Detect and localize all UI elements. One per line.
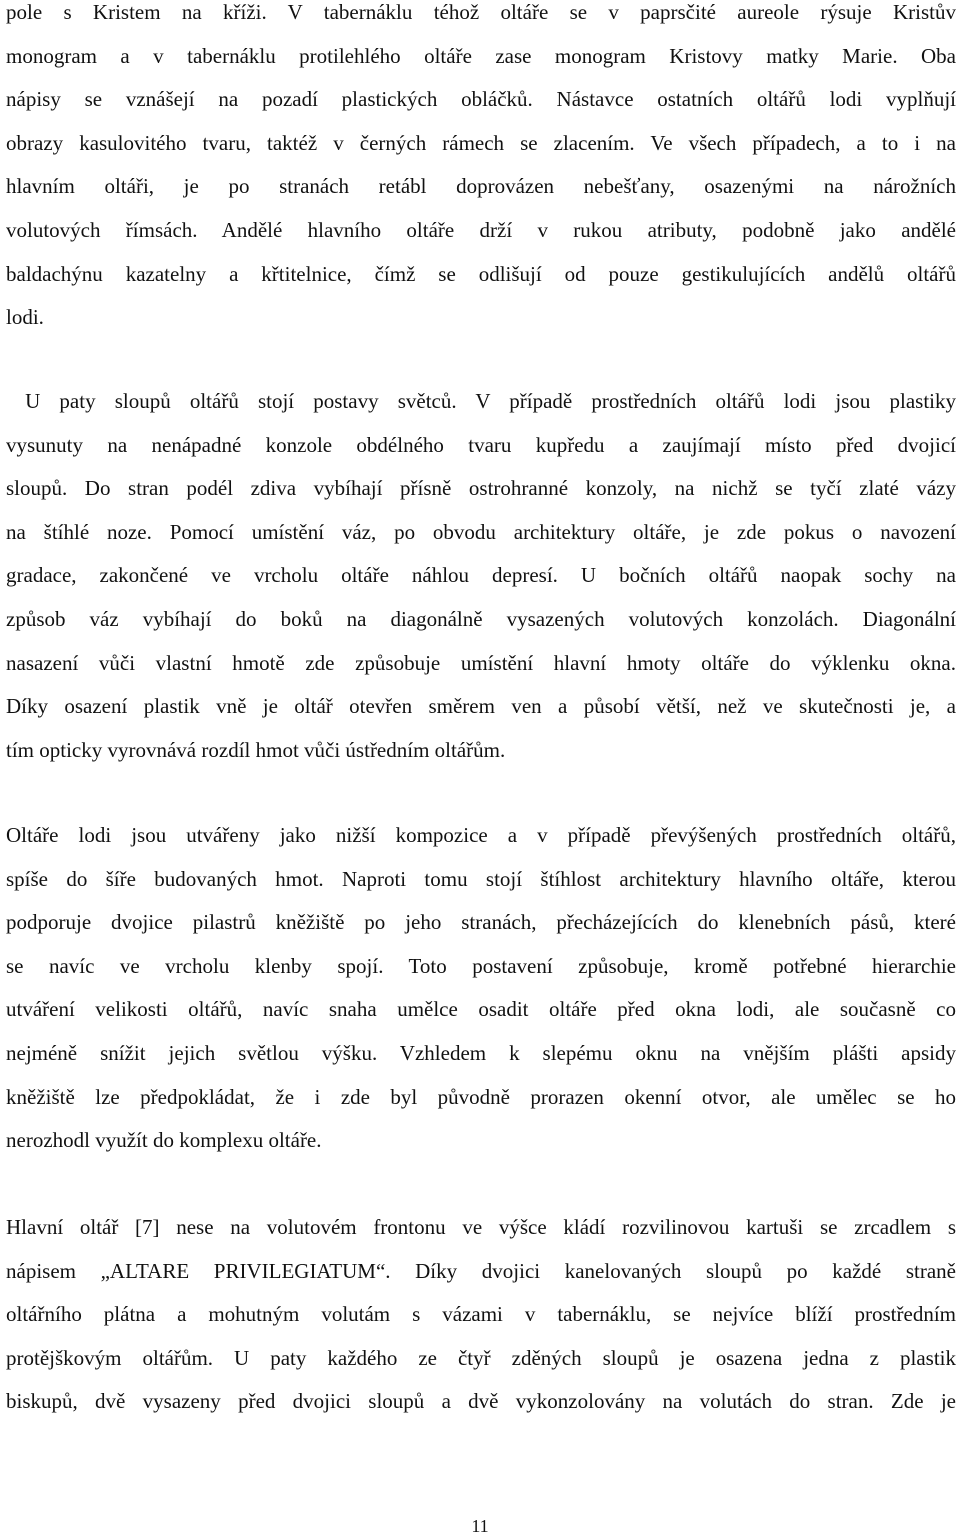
text-line: Hlavní oltář [7] nese na volutovém frontonu ve výšce kládí rozvilinovou kartuši se zrcadlem s — [6, 1215, 956, 1239]
paragraph-3 — [6, 814, 956, 1163]
text-line: na štíhlé noze. Pomocí umístění váz, po obvodu architektury oltáře, je zde pokus o navození — [6, 519, 956, 544]
text-line: protějškovým oltářům. U paty každého ze čtyř zděných sloupů je osazena jedna z plastik — [6, 1345, 956, 1370]
text-line: kněžiště lze předpokládat, že i zde byl původně prorazen okenní otvor, ale umělec se ho — [6, 1084, 956, 1109]
text-line: nerozhodl využít do komplexu oltáře. — [6, 1128, 322, 1153]
text-line: nasazení vůči vlastní hmotě zde způsobuje umístění hlavní hmoty oltáře do výklenku okna. — [6, 650, 956, 675]
text-line: lodi. — [6, 305, 44, 330]
text-line: sloupů. Do stran podél zdiva vybíhají přísně ostrohranné konzoly, na nichž se tyčí zlaté vázy — [6, 476, 956, 501]
text-line: tím opticky vyrovnává rozdíl hmot vůči ústředním oltářům. — [6, 737, 506, 762]
text-line: Oltáře lodi jsou utvářeny jako nižší kompozice a v případě převýšených prostředních oltářů, — [6, 823, 956, 847]
paragraph-4 — [6, 1206, 956, 1424]
text-line: Díky osazení plastik vně je oltář otevřen směrem ven a působí větší, než ve skutečnosti je, a — [6, 694, 956, 719]
text-line: spíše do šíře budovaných hmot. Naproti tomu stojí štíhlost architektury hlavního oltáře, kterou — [6, 866, 956, 891]
text-line: pole s Kristem na kříži. V tabernáklu téhož oltáře se v paprsčité aureole rýsuje Kristův — [6, 0, 956, 24]
text-line: vysunuty na nenápadné konzole obdélného tvaru kupředu a zaujímají místo před dvojicí — [6, 432, 956, 457]
text-line: biskupů, dvě vysazeny před dvojici sloupů a dvě vykonzolovány na volutách do stran. Zde je — [6, 1389, 956, 1414]
page-number: 11 — [471, 1516, 489, 1536]
text-line: nápisy se vznášejí na pozadí plastických obláčků. Nástavce ostatních oltářů lodi vyplňují — [6, 87, 956, 112]
text-line: U paty sloupů oltářů stojí postavy světců. V případě prostředních oltářů lodi jsou plastiky — [6, 389, 956, 413]
text-line: gradace, zakončené ve vrcholu oltáře náhlou depresí. U bočních oltářů naopak sochy na — [6, 563, 956, 588]
text-line: monogram a v tabernáklu protilehlého oltáře zase monogram Kristovy matky Marie. Oba — [6, 43, 956, 68]
text-line: baldachýnu kazatelny a křtitelnice, čímž se odlišují od pouze gestikulujících andělů oltářů — [6, 261, 956, 286]
text-line: volutových římsách. Andělé hlavního oltáře drží v rukou atributy, podobně jako andělé — [6, 217, 956, 242]
text-line: podporuje dvojice pilastrů kněžiště po jeho stranách, přecházejících do klenebních pásů, které — [6, 910, 956, 935]
text-line: nápisem „ALTARE PRIVILEGIATUM“. Díky dvojici kanelovaných sloupů po každé straně — [6, 1258, 956, 1283]
text-line: nejméně snížit jejich světlou výšku. Vzhledem k slepému oknu na vnějším plášti apsidy — [6, 1040, 956, 1065]
text-line: obrazy kasulovitého tvaru, taktéž v černých rámech se zlacením. Ve všech případech, a to i na — [6, 130, 956, 155]
paragraph-1 — [6, 0, 956, 340]
text-line: oltářního plátna a mohutným volutám s vázami v tabernáklu, se nejvíce blíží prostředním — [6, 1302, 956, 1327]
text-line: utváření velikosti oltářů, navíc snaha umělce osadit oltáře před okna lodi, ale současně co — [6, 997, 956, 1022]
text-line: se navíc ve vrcholu klenby spojí. Toto postavení způsobuje, kromě potřebné hierarchie — [6, 953, 956, 978]
text-line: hlavním oltáři, je po stranách retábl doprovázen nebešťany, osazenými na nárožních — [6, 174, 956, 199]
paragraph-2 — [6, 380, 956, 772]
text-line: způsob váz vybíhají do boků na diagonálně vysazených volutových konzolách. Diagonální — [6, 606, 956, 631]
